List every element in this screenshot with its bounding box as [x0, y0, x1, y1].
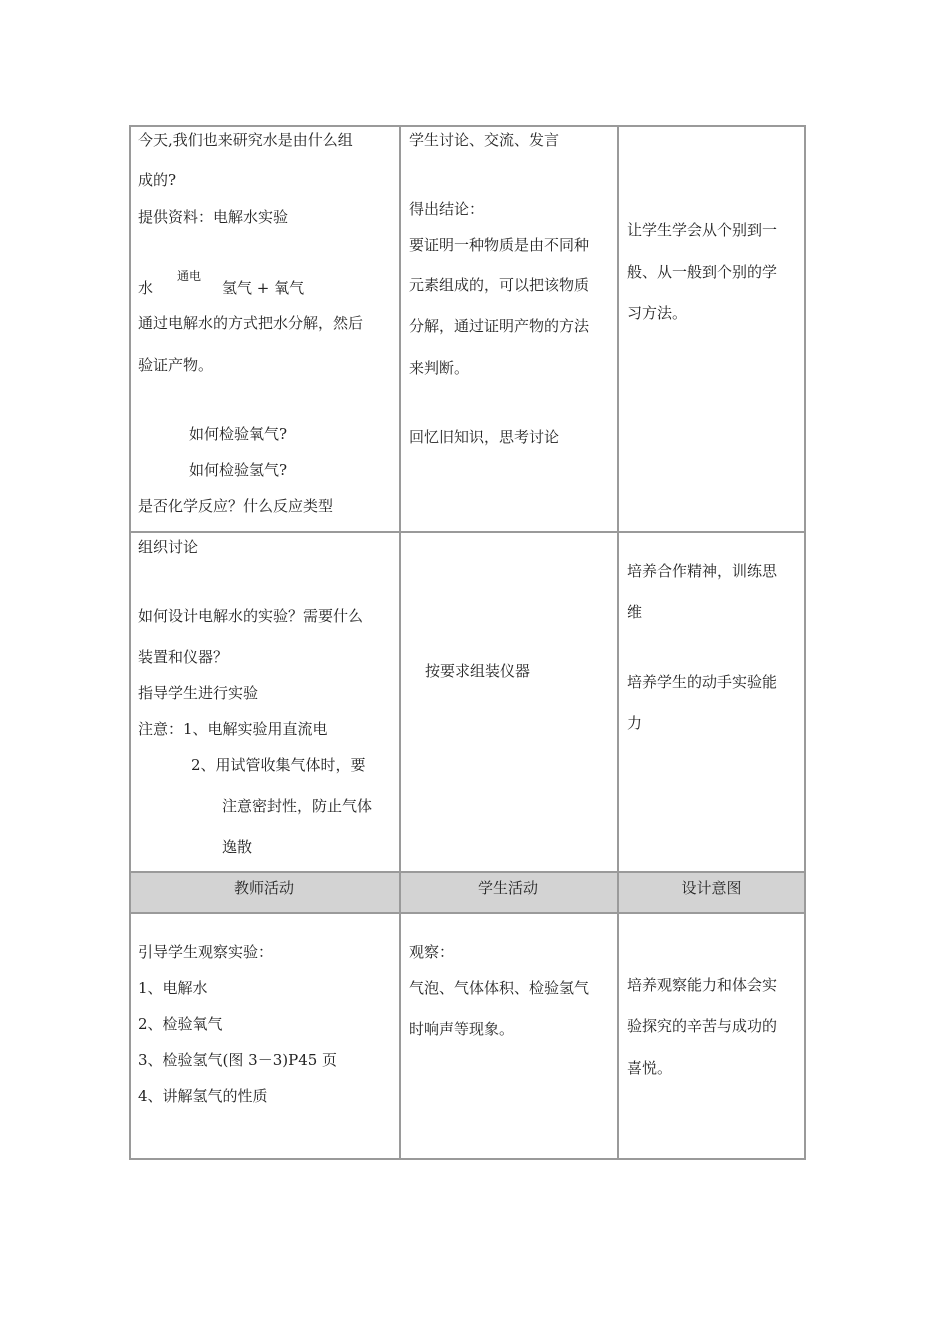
- text-line: 培养学生的动手实验能: [627, 673, 778, 691]
- text-line: 来判断。: [409, 359, 470, 377]
- lesson-plan-table: [129, 125, 806, 1160]
- text-line: 验证产物。: [138, 356, 214, 374]
- text-line: 般、从一般到个别的学: [627, 263, 778, 281]
- column-divider: [617, 125, 619, 1160]
- header-design-intent: 设计意图: [681, 879, 742, 897]
- text-line: 注意：1、电解实验用直流电: [138, 720, 328, 738]
- text-line: 指导学生进行实验: [138, 684, 259, 702]
- text-line: 4、讲解氢气的性质: [138, 1087, 268, 1105]
- text-line: 逸散: [222, 838, 253, 856]
- text-line: 2、检验氧气: [138, 1015, 223, 1033]
- text-line: 3、检验氢气(图 3－3)P45 页: [138, 1051, 338, 1069]
- text-line: 培养观察能力和体会实: [627, 976, 778, 994]
- text-line: 气泡、气体体积、检验氢气: [409, 979, 590, 997]
- text-line: 注意密封性，防止气体: [222, 797, 373, 815]
- text-line: 按要求组装仪器: [425, 662, 531, 680]
- row-divider: [129, 531, 806, 533]
- table-border-bottom: [129, 1158, 806, 1160]
- equation-products: 氢气 + 氧气: [222, 279, 305, 297]
- text-line: 如何检验氢气?: [189, 461, 288, 479]
- text-line: 2、用试管收集气体时，要: [191, 756, 366, 774]
- text-line: 是否化学反应？什么反应类型: [138, 497, 334, 515]
- text-line: 要证明一种物质是由不同种: [409, 236, 590, 254]
- text-line: 培养合作精神，训练思: [627, 562, 778, 580]
- text-line: 1、电解水: [138, 979, 208, 997]
- header-student-activity: 学生活动: [477, 879, 538, 897]
- table-border-left: [129, 125, 131, 1160]
- text-line: 观察：: [409, 943, 455, 961]
- text-line: 引导学生观察实验：: [138, 943, 274, 961]
- equation-reactant: 水: [138, 279, 154, 297]
- text-line: 喜悦。: [627, 1059, 673, 1077]
- equation-condition: 通电: [177, 269, 202, 283]
- column-divider: [399, 125, 401, 1160]
- text-line: 回忆旧知识，思考讨论: [409, 428, 560, 446]
- text-line: 让学生学会从个别到一: [627, 221, 778, 239]
- text-line: 验探究的辛苦与成功的: [627, 1017, 778, 1035]
- text-line: 通过电解水的方式把水分解，然后: [138, 314, 364, 332]
- row-divider: [129, 912, 806, 914]
- text-line: 如何设计电解水的实验？需要什么: [138, 607, 364, 625]
- text-line: 时响声等现象。: [409, 1020, 515, 1038]
- text-line: 提供资料：电解水实验: [138, 208, 289, 226]
- table-border-top: [129, 125, 806, 127]
- text-line: 今天,我们也来研究水是由什么组: [138, 131, 353, 149]
- row-divider: [129, 871, 806, 873]
- text-line: 得出结论：: [409, 200, 485, 218]
- text-line: 成的?: [138, 171, 177, 189]
- text-line: 如何检验氧气?: [189, 425, 288, 443]
- text-line: 维: [627, 603, 643, 621]
- header-teacher-activity: 教师活动: [233, 879, 294, 897]
- text-line: 元素组成的，可以把该物质: [409, 276, 590, 294]
- table-border-right: [804, 125, 806, 1160]
- text-line: 力: [627, 714, 643, 732]
- text-line: 分解，通过证明产物的方法: [409, 317, 590, 335]
- text-line: 组织讨论: [138, 538, 199, 556]
- text-line: 学生讨论、交流、发言: [409, 131, 560, 149]
- text-line: 习方法。: [627, 304, 688, 322]
- text-line: 装置和仪器？: [138, 648, 229, 666]
